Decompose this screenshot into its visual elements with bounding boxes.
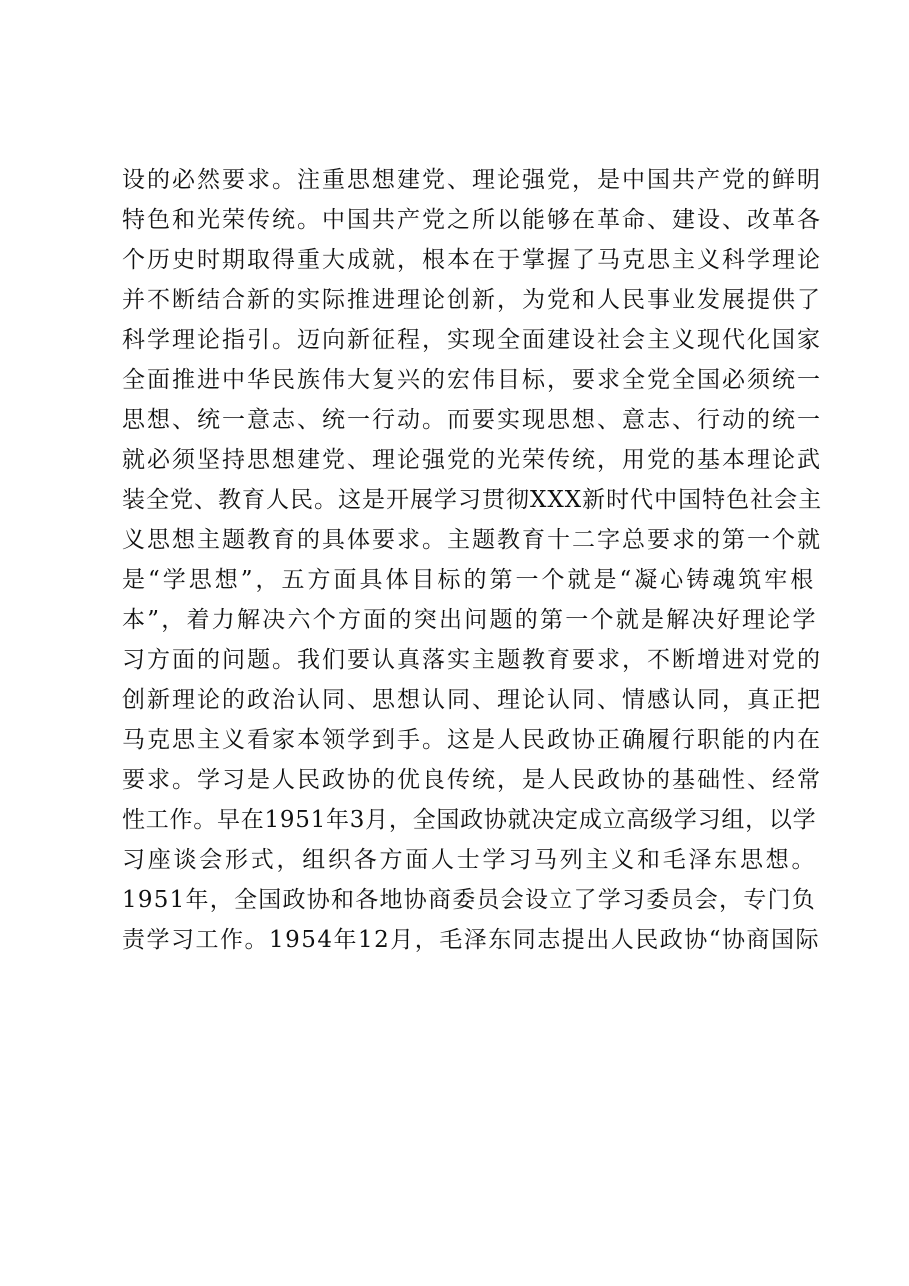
text-line: 全面推进中华民族伟大复兴的宏伟目标，要求全党全国必须统一 — [122, 367, 822, 393]
text-line: 要求。学习是人民政协的优良传统，是人民政协的基础性、经常 — [122, 767, 822, 793]
text-line: 创新理论的政治认同、思想认同、理论认同、情感认同，真正把 — [122, 687, 822, 713]
text-line: 并不断结合新的实际推进理论创新，为党和人民事业发展提供了 — [122, 287, 822, 313]
text-line: 就必须坚持思想建党、理论强党的光荣传统，用党的基本理论武 — [122, 447, 822, 473]
text-line: 义思想主题教育的具体要求。主题教育十二字总要求的第一个就 — [122, 527, 822, 553]
text-line: 马克思主义看家本领学到手。这是人民政协正确履行职能的内在 — [122, 727, 822, 753]
text-line: 本”，着力解决六个方面的突出问题的第一个就是解决好理论学 — [122, 607, 818, 633]
text-line: 1951年，全国政协和各地协商委员会设立了学习委员会，专门负 — [122, 887, 817, 913]
text-line: 是“学思想”，五方面具体目标的第一个就是“凝心铸魂筑牢根 — [122, 567, 817, 593]
text-line: 思想、统一意志、统一行动。而要实现思想、意志、行动的统一 — [122, 407, 822, 433]
text-line: 责学习工作。1954年12月，毛泽东同志提出人民政协“协商国际 — [122, 927, 821, 953]
text-line: 科学理论指引。迈向新征程，实现全面建设社会主义现代化国家 — [122, 327, 822, 353]
text-line: 个历史时期取得重大成就，根本在于掌握了马克思主义科学理论 — [122, 247, 822, 273]
text-line: 特色和光荣传统。中国共产党之所以能够在革命、建设、改革各 — [122, 207, 822, 233]
text-line: 性工作。早在1951年3月，全国政协就决定成立高级学习组，以学 — [122, 807, 817, 833]
text-line: 装全党、教育人民。这是开展学习贯彻XXX新时代中国特色社会主 — [122, 487, 823, 513]
text-line: 习座谈会形式，组织各方面人士学习马列主义和毛泽东思想。 — [122, 847, 818, 873]
text-line: 设的必然要求。注重思想建党、理论强党，是中国共产党的鲜明 — [122, 167, 822, 193]
text-line: 习方面的问题。我们要认真落实主题教育要求，不断增进对党的 — [122, 647, 822, 673]
